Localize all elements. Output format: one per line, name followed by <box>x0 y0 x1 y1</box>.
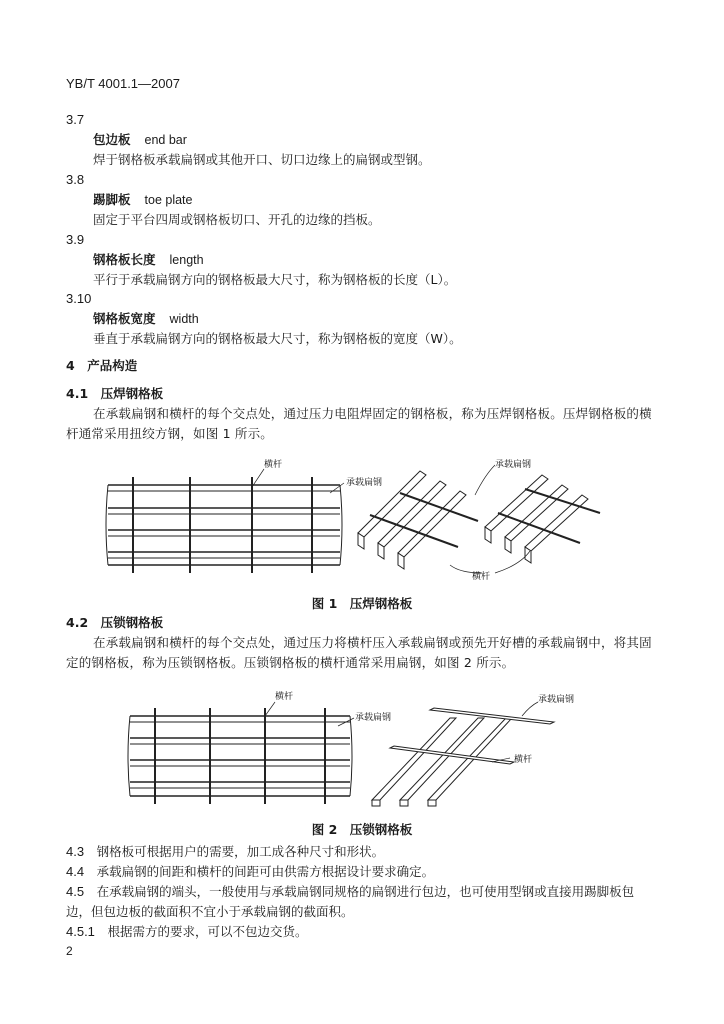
fig2-label-bearing-bar: 承载扁钢 <box>355 713 392 723</box>
fig1-leader-lines <box>450 465 530 573</box>
fig1-label-crossbar-3d: 横杆 <box>472 572 491 582</box>
figure-2-drawing <box>110 688 620 814</box>
term-en: width <box>169 312 199 326</box>
term-cn: 踢脚板 <box>93 192 131 207</box>
clause-text: 承载扁钢的间距和横杆的间距可由供需方根据设计要求确定。 <box>96 864 435 879</box>
term-3-7 <box>66 110 656 170</box>
term-cn: 钢格板长度 <box>93 252 156 267</box>
section-4-1 <box>66 384 656 444</box>
clause-number: 4.3 <box>66 844 85 859</box>
section-4-title: 4 产品构造 <box>66 358 138 373</box>
section-4-2-title: 4.2 压锁钢格板 <box>66 615 164 630</box>
clause-text: 根据需方的要求，可以不包边交货。 <box>107 924 308 939</box>
clause-text: 钢格板可根据用户的需要，加工成各种尺寸和形状。 <box>96 844 385 859</box>
term-definition: 固定于平台四周或钢格板切口、开孔的边缘的挡板。 <box>93 212 381 227</box>
fig2-plan-view <box>128 702 354 804</box>
figure-1-drawing <box>100 455 620 585</box>
term-3-10 <box>66 289 656 349</box>
fig1-plan-view <box>106 469 344 573</box>
section-4-2-text: 在承载扁钢和横杆的每个交点处，通过压力将横杆压入承载扁钢或预先开好槽的承载扁钢中，将其固定的钢格板，称为压锁钢格板。压锁钢格板的横杆通常采用扁钢，如图 2 所示。 <box>66 635 652 670</box>
clause-4-5-1 <box>66 922 656 942</box>
section-4-1-text: 在承载扁钢和横杆的每个交点处，通过压力电阻焊固定的钢格板，称为压焊钢格板。压焊钢格板的横杆通常采用扭绞方钢，如图 1 所示。 <box>66 406 652 441</box>
clause-number: 4.4 <box>66 864 85 879</box>
term-definition: 垂直于承载扁钢方向的钢格板最大尺寸，称为钢格板的宽度（W）。 <box>93 331 462 346</box>
fig2-label-crossbar-3d: 横杆 <box>514 755 533 765</box>
fig1-label-bearing-3d: 承载扁钢 <box>495 460 532 470</box>
page-number: 2 <box>66 944 73 958</box>
clause-number: 4.5.1 <box>66 924 95 939</box>
clause-number: 3.7 <box>66 112 85 127</box>
term-3-8 <box>66 170 656 230</box>
term-en: toe plate <box>144 193 193 207</box>
term-3-9 <box>66 230 656 290</box>
clause-number: 3.9 <box>66 232 85 247</box>
section-4-2 <box>66 613 656 673</box>
term-cn: 包边板 <box>93 132 131 147</box>
clause-4-3 <box>66 842 656 862</box>
term-definition: 焊于钢格板承载扁钢或其他开口、切口边缘上的扁钢或型钢。 <box>93 152 431 167</box>
section-4-1-title: 4.1 压焊钢格板 <box>66 386 164 401</box>
term-en: end bar <box>144 133 187 147</box>
figure-1-caption: 图 1 压焊钢格板 <box>311 596 413 611</box>
fig1-label-bearing-bar: 承载扁钢 <box>346 478 383 488</box>
fig1-isometric-view-2 <box>485 475 600 563</box>
term-definition: 平行于承载扁钢方向的钢格板最大尺寸，称为钢格板的长度（L）。 <box>93 272 457 287</box>
fig1-label-crossbar: 横杆 <box>264 460 283 470</box>
clause-number: 4.5 <box>66 884 85 899</box>
clause-text: 在承载扁钢的端头，一般使用与承载扁钢同规格的扁钢进行包边，也可使用型钢或直接用踢脚板包边，但包边板的截面积不宜小于承载扁钢的截面积。 <box>66 884 635 919</box>
clause-number: 3.10 <box>66 291 92 306</box>
clause-number: 3.8 <box>66 172 85 187</box>
figure-2-caption: 图 2 压锁钢格板 <box>311 822 413 837</box>
term-cn: 钢格板宽度 <box>93 311 156 326</box>
clause-4-4 <box>66 862 656 882</box>
standard-code-header: YB/T 4001.1—2007 <box>66 76 180 91</box>
term-en: length <box>169 253 204 267</box>
clause-4-5 <box>66 882 656 922</box>
fig2-label-crossbar: 横杆 <box>275 692 294 702</box>
fig2-label-bearing-3d: 承载扁钢 <box>538 695 575 705</box>
